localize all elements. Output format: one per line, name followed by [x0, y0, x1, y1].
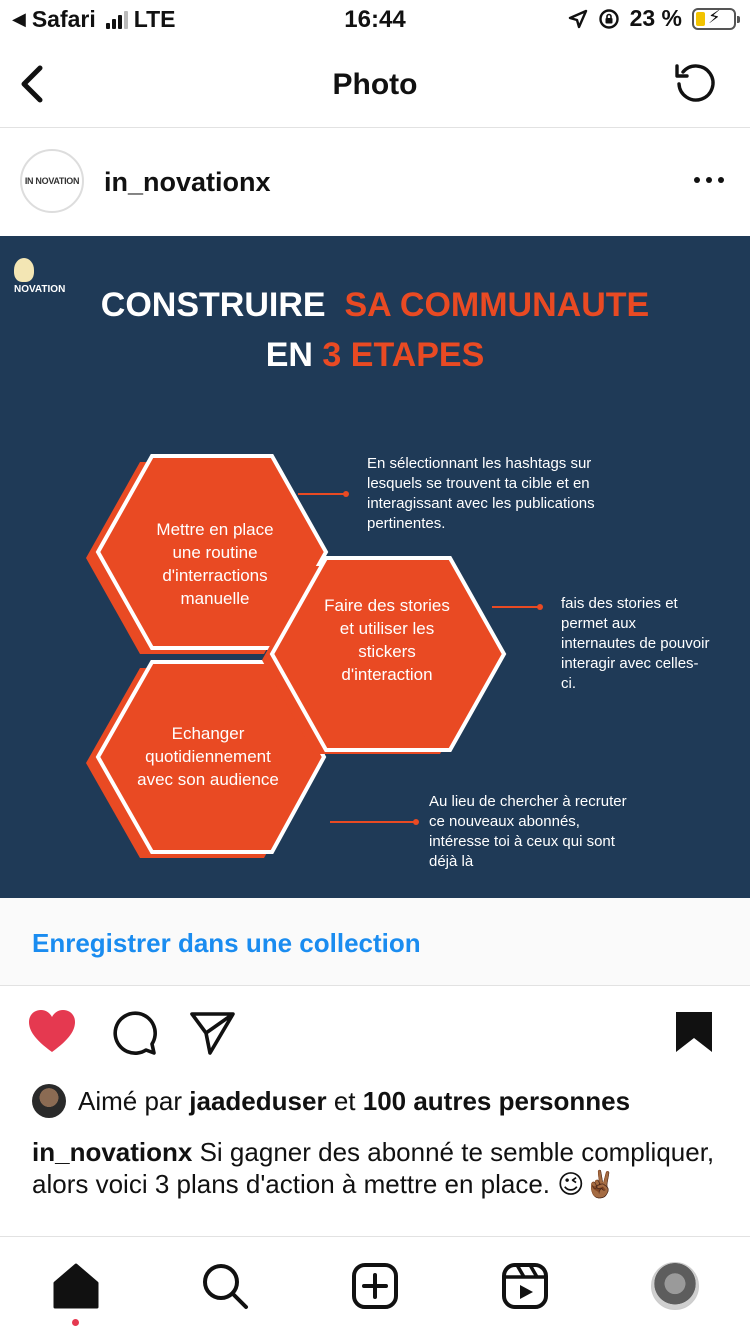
connector-dot-3	[413, 819, 419, 825]
image-title-accent-1: SA COMMUNAUTE	[344, 286, 650, 324]
likes-user[interactable]: jaadeduser	[189, 1085, 327, 1116]
post-caption	[32, 1136, 732, 1200]
hexagon-3-label: Echanger quotidiennement avec son audience	[137, 724, 279, 789]
nav-bar	[0, 42, 750, 128]
caption-text: Si gagner des abonné te semble compliquer, alors voici 3 plans d'action à mettre en place.	[32, 1137, 715, 1199]
caption-username[interactable]: in_novationx	[32, 1137, 193, 1167]
post-image[interactable]	[0, 236, 750, 898]
carrier-label: Safari	[31, 6, 96, 32]
likes-and: et	[333, 1085, 356, 1116]
page-title: Photo	[332, 68, 418, 101]
likes-others[interactable]: 100 autres personnes	[362, 1085, 631, 1116]
search-icon[interactable]	[200, 1261, 250, 1311]
back-to-app-icon[interactable]: ◀	[12, 9, 26, 29]
connector-dot-2	[537, 604, 543, 610]
post-header	[0, 129, 750, 235]
reels-icon[interactable]	[500, 1261, 550, 1311]
likes-prefix: Aimé par	[78, 1085, 183, 1116]
home-active-dot	[72, 1319, 79, 1326]
profile-avatar-tab[interactable]	[651, 1262, 699, 1310]
image-title-white-2: EN	[265, 336, 313, 374]
status-time: 16:44	[344, 6, 406, 33]
location-icon	[568, 9, 588, 29]
share-icon[interactable]	[186, 1006, 238, 1058]
comment-icon[interactable]	[108, 1006, 160, 1058]
liker-avatar	[32, 1084, 66, 1118]
network-label: LTE	[133, 6, 176, 32]
save-to-collection-link[interactable]: Enregistrer dans une collection	[32, 928, 421, 958]
avatar-logo-text: IN NOVATION	[24, 176, 80, 186]
hexagon-1-label: Mettre en place une routine d'interractions manuelle	[156, 520, 274, 608]
refresh-icon[interactable]	[672, 60, 720, 108]
hexagon-diagram	[0, 236, 750, 898]
image-title-accent-2: 3 ETAPES	[322, 336, 485, 374]
more-dots-icon[interactable]	[694, 177, 724, 183]
bookmark-icon[interactable]	[668, 1006, 720, 1058]
step-2-description: fais des stories et permet aux internautes de pouvoir interagir avec celles-ci.	[561, 595, 710, 692]
heart-icon[interactable]	[26, 1006, 78, 1058]
status-right	[568, 5, 736, 32]
likes-line[interactable]	[32, 1084, 630, 1118]
step-1-description: En sélectionnant les hashtags sur lesquels se trouvent ta cible et en interagissant avec les publications pertinentes.	[367, 455, 595, 532]
hexagon-2-label: Faire des stories et utiliser les stickers d'interaction	[324, 596, 450, 684]
rotation-lock-icon	[598, 8, 620, 30]
battery-percent: 23 %	[629, 5, 682, 31]
tab-bar	[0, 1236, 750, 1334]
save-collection-bar	[0, 898, 750, 986]
caption-emoji: 😉✌🏾	[557, 1169, 617, 1199]
status-bar	[0, 0, 750, 42]
home-icon[interactable]	[51, 1261, 101, 1311]
step-3-description: Au lieu de chercher à recruter ce nouveaux abonnés, intéresse toi à ceux qui sont déjà là	[429, 793, 627, 870]
brand-logo-text: NOVATION	[14, 284, 66, 295]
battery-icon: ⚡	[692, 8, 736, 30]
avatar[interactable]	[20, 149, 84, 213]
connector-dot-1	[343, 491, 349, 497]
post-actions	[0, 1006, 750, 1066]
image-title-white-1: CONSTRUIRE	[100, 286, 326, 324]
post-username[interactable]: in_novationx	[104, 167, 271, 197]
new-post-icon[interactable]	[350, 1261, 400, 1311]
